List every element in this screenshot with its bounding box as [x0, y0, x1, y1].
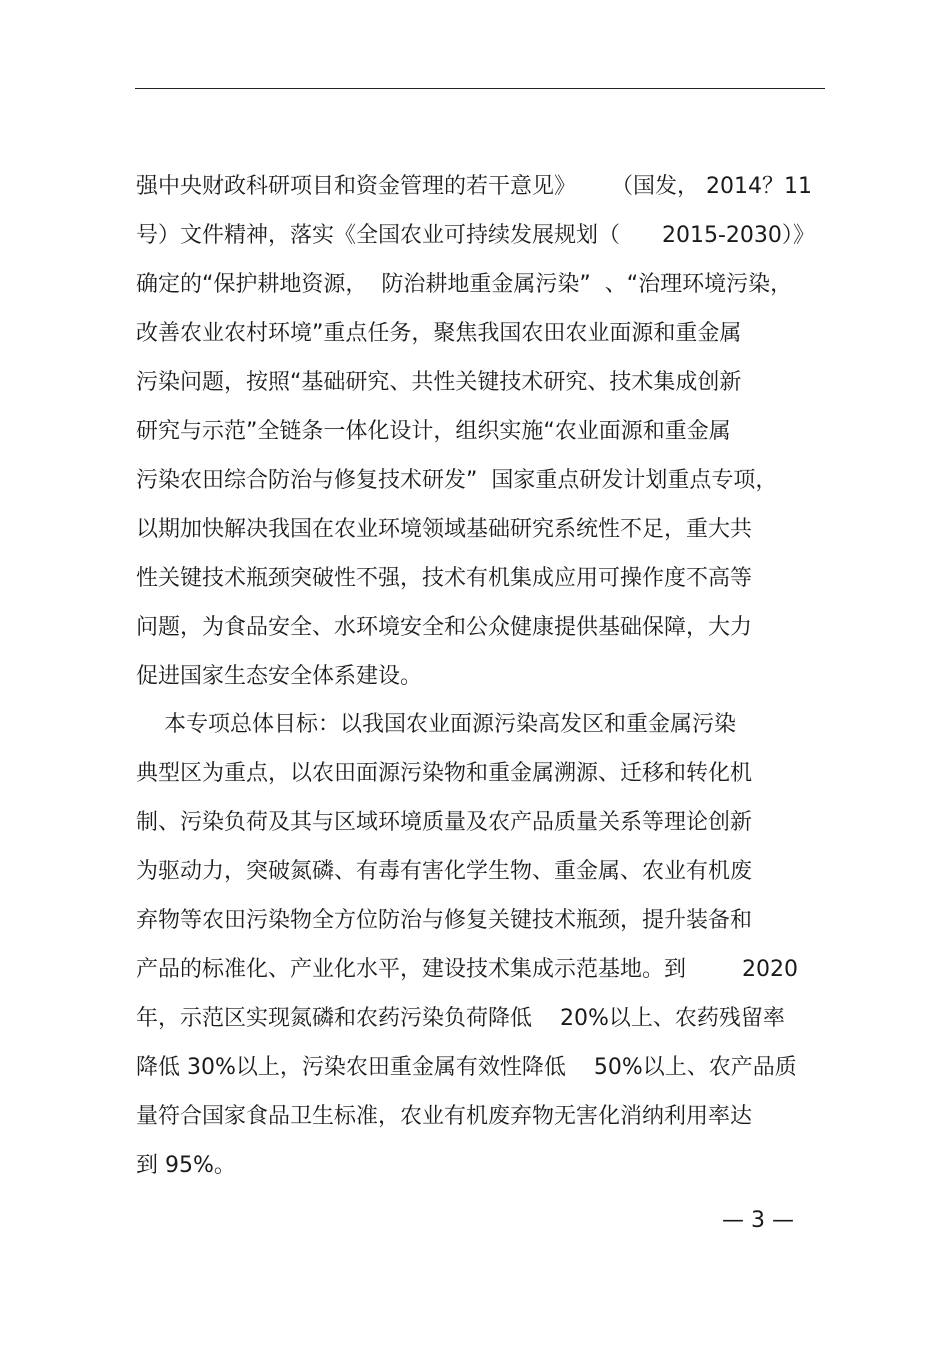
paragraph-2-line: 典型区为重点，以农田面源污染物和重金属溯源、迁移和转化机	[136, 761, 753, 786]
paragraph-1-line: 污染问题，按照“基础研究、共性关键技术研究、技术集成创新	[136, 370, 742, 395]
paragraph-2-line: 弃物等农田污染物全方位防治与修复关键技术瓶颈，提升装备和	[136, 908, 753, 933]
paragraph-1-line: 促进国家生态安全体系建设。	[136, 664, 423, 689]
paragraph-2-line: 制、污染负荷及其与区域环境质量及农产品质量关系等理论创新	[136, 810, 753, 835]
paragraph-2-line: 降低 30%以上，污染农田重金属有效性降低 50%以上、农产品质	[136, 1055, 797, 1080]
paragraph-1-line: 改善农业农村环境”重点任务，聚焦我国农田农业面源和重金属	[136, 321, 742, 346]
paragraph-2-line: 本专项总体目标：以我国农业面源污染高发区和重金属污染	[136, 712, 736, 737]
paragraph-1-line: 研究与示范”全链条一体化设计，组织实施“农业面源和重金属	[136, 419, 731, 444]
paragraph-2-line: 年，示范区实现氮磷和农药污染负荷降低 20%以上、农药残留率	[136, 1006, 785, 1031]
paragraph-1-line: 号）文件精神，落实《全国农业可持续发展规划（ 2015-2030）》	[136, 223, 815, 248]
paragraph-1-line: 性关键技术瓶颈突破性不强，技术有机集成应用可操作度不高等	[136, 566, 753, 591]
paragraph-2-line: 量符合国家食品卫生标准，农业有机废弃物无害化消纳利用率达	[136, 1104, 753, 1129]
paragraph-2-line: 为驱动力，突破氮磷、有毒有害化学生物、重金属、农业有机废	[136, 859, 753, 884]
paragraph-1-line: 问题，为食品安全、水环境安全和公众健康提供基础保障，大力	[136, 615, 753, 640]
paragraph-1-line: 以期加快解决我国在农业环境领域基础研究系统性不足，重大共	[136, 517, 753, 542]
paragraph-1-line: 污染农田综合防治与修复技术研发” 国家重点研发计划重点专项，	[136, 468, 778, 493]
paragraph-1-line: 确定的“保护耕地资源， 防治耕地重金属污染” 、“治理环境污染，	[136, 272, 793, 297]
paragraph-2-line: 到 95%。	[136, 1153, 236, 1178]
header-rule	[135, 88, 825, 89]
page-number: — 3 —	[722, 1208, 794, 1233]
paragraph-2-line: 产品的标准化、产业化水平，建设技术集成示范基地。到 2020	[136, 957, 798, 982]
paragraph-1-line: 强中央财政科研项目和资金管理的若干意见》 （国发， 2014？11	[136, 174, 812, 199]
